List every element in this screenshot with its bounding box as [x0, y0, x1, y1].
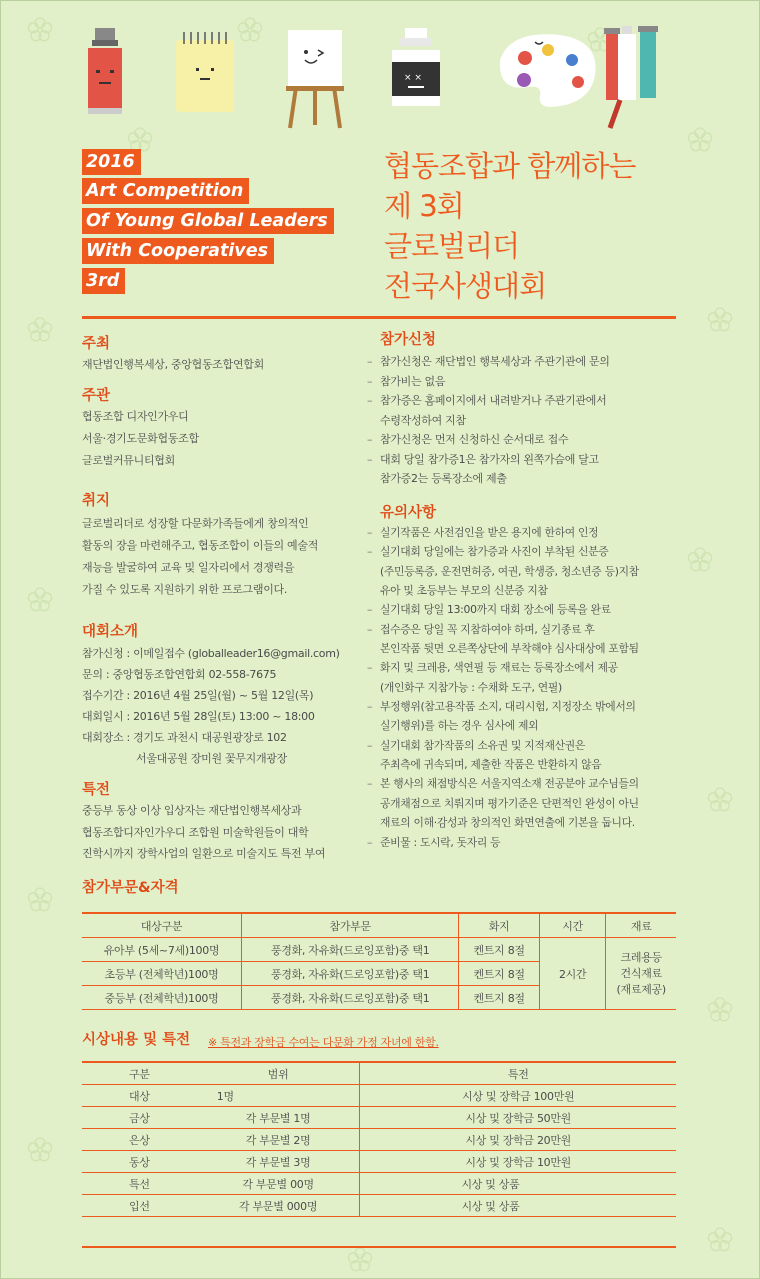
organizer-line-1: 협동조합 디자인가우디 [82, 410, 189, 423]
table-cell: 시상 및 상품 [360, 1195, 676, 1217]
table-row [82, 1107, 676, 1129]
divider-top [82, 316, 676, 319]
table-cell: 은상 [82, 1129, 197, 1151]
table-cell: 각 부문별 3명 [197, 1151, 360, 1173]
division-header: 참가부문 [242, 914, 459, 938]
en-title-line-4: With Cooperatives [82, 238, 274, 264]
apply-heading: 참가신청 [380, 332, 437, 348]
table-cell: 켄트지 8절 [459, 986, 539, 1010]
apply-item: – 참가비는 없음 [367, 372, 610, 392]
table-cell: 초등부 (전체학년)100명 [82, 962, 242, 986]
intro-heading: 대회소개 [82, 624, 139, 640]
division-header: 재료 [606, 914, 676, 938]
en-title-line-3: Of Young Global Leaders [82, 208, 334, 234]
awards-table [82, 1063, 676, 1217]
notepad-icon [176, 32, 234, 112]
awards-note: ※ 특전과 장학금 수여는 다문화 가정 자녀에 한함. [208, 1036, 439, 1049]
table-cell: 중등부 (전체학년)100명 [82, 986, 242, 1010]
intro-line-1: 참가신청 : 이메일접수 (globalleader16@gmail.com) [82, 647, 340, 660]
organizer-heading: 주관 [82, 388, 111, 404]
table-cell: 각 부문별 2명 [197, 1129, 360, 1151]
notes-item: – 부정행위(참고용작품 소지, 대리시험, 지정장소 밖에서의 실기행위)를 하는 경우 심사에 제외 [367, 697, 639, 736]
table-cell: 특선 [82, 1173, 197, 1195]
purpose-line-4: 가질 수 있도록 지원하기 위한 프로그램이다. [82, 583, 288, 596]
apply-item: – 참가신청은 재단법인 행복세상과 주관기관에 문의 [367, 352, 610, 372]
notes-item: – 실기작품은 사전검인을 받은 용지에 한하여 인정 [367, 523, 639, 542]
table-cell: 켄트지 8절 [459, 938, 539, 962]
table-cell: 풍경화, 자유화(드로잉포함)중 택1 [242, 986, 459, 1010]
apply-list [367, 352, 610, 489]
kr-title-line-1: 협동조합과 함께하는 [384, 149, 636, 183]
divider-bottom [82, 1246, 676, 1248]
intro-line-3: 접수기간 : 2016년 4월 25일(월) ~ 5월 12일(목) [82, 689, 314, 702]
table-cell: 시상 및 장학금 50만원 [360, 1107, 676, 1129]
ink-bottle-icon [392, 28, 440, 106]
en-title-line-1: 2016 [82, 149, 141, 175]
table-cell: 시상 및 장학금 20만원 [360, 1129, 676, 1151]
notes-heading: 유의사항 [380, 505, 437, 521]
purpose-heading: 취지 [82, 493, 111, 509]
table-row [82, 1173, 676, 1195]
table-cell: 시상 및 상품 [360, 1173, 676, 1195]
table-cell: 입선 [82, 1195, 197, 1217]
notes-item: – 준비물 : 도시락, 돗자리 등 [367, 833, 639, 852]
intro-line-6: 서울대공원 장미원 꽃무지개광장 [136, 752, 287, 765]
division-header: 시간 [539, 914, 606, 938]
division-header: 대상구분 [82, 914, 242, 938]
organizer-line-3: 글로벌커뮤니티협회 [82, 454, 175, 467]
table-cell: 풍경화, 자유화(드로잉포함)중 택1 [242, 938, 459, 962]
notes-item: – 본 행사의 채점방식은 서울지역소재 전공분야 교수님들의 공개채점으로 치뤄지며 평가기준은 단편적인 완성이 아닌 재료의 이해·감성과 창의적인 화면연출에 기본을 둡니다. [367, 774, 639, 832]
material-line: 건식재료 [620, 966, 662, 980]
division-table [82, 914, 676, 1010]
material-cell [606, 938, 676, 1010]
intro-line-4: 대회일시 : 2016년 5월 28일(토) 13:00 ~ 18:00 [82, 710, 315, 723]
awards-header: 범위 [197, 1063, 360, 1085]
division-heading: 참가부문&자격 [82, 880, 179, 896]
benefit-line-3: 진학시까지 장학사업의 일환으로 미술지도 특전 부여 [82, 847, 326, 860]
intro-line-5: 대회장소 : 경기도 과천시 대공원광장로 102 [82, 731, 287, 744]
palette-icon [500, 34, 596, 107]
en-title-line-2: Art Competition [82, 178, 249, 204]
purpose-line-2: 활동의 장을 마련해주고, 협동조합이 이들의 예술적 [82, 539, 319, 552]
table-cell: 유아부 (5세~7세)100명 [82, 938, 242, 962]
table-cell: 1명 [197, 1085, 360, 1107]
notes-item: – 실기대회 당일에는 참가증과 사진이 부착된 신분증 (주민등록증, 운전면허증, 여권, 학생증, 청소년증 등)지참 유아 및 초등부는 부모의 신분증 지참 [367, 542, 639, 600]
table-row [82, 1151, 676, 1173]
awards-header: 구분 [82, 1063, 197, 1085]
benefit-line-1: 중등부 동상 이상 입상자는 재단법인행복세상과 [82, 804, 302, 817]
table-cell: 각 부문별 1명 [197, 1107, 360, 1129]
table-cell: 대상 [82, 1085, 197, 1107]
table-cell: 시상 및 장학금 10만원 [360, 1151, 676, 1173]
table-row [82, 1129, 676, 1151]
easel-canvas-icon [286, 30, 344, 128]
kr-title-line-3: 글로벌리더 [384, 229, 520, 263]
notes-item: – 접수증은 당일 꼭 지참하여야 하며, 실기종료 후 본인작품 뒷면 오른쪽상단에 부착해야 심사대상에 포함됨 [367, 620, 639, 659]
paint-tubes-brush-icon [604, 26, 658, 128]
apply-item: – 참가신청은 먼저 신청하신 순서대로 접수 [367, 430, 610, 450]
apply-item: – 대회 당일 참가증1은 참가자의 왼쪽가슴에 달고 참가증2는 등록장소에 제출 [367, 450, 610, 489]
purpose-line-3: 재능을 발굴하여 교육 및 일자리에서 경쟁력을 [82, 561, 295, 574]
division-header: 화지 [459, 914, 539, 938]
benefit-heading: 특전 [82, 782, 111, 798]
table-cell: 켄트지 8절 [459, 962, 539, 986]
svg-text:× ×: × × [404, 73, 422, 83]
en-title-line-5: 3rd [82, 268, 125, 294]
purpose-line-1: 글로벌리더로 성장할 다문화가족들에게 창의적인 [82, 517, 309, 530]
table-cell: 동상 [82, 1151, 197, 1173]
host-heading: 주최 [82, 336, 111, 352]
red-paint-tube-icon [88, 28, 122, 114]
host-text: 재단법인행복세상, 중앙협동조합연합회 [82, 358, 264, 371]
table-cell: 시상 및 장학금 100만원 [360, 1085, 676, 1107]
notes-item: – 화지 및 크레용, 색연필 등 재료는 등록장소에서 제공 (개인화구 지참가능 : 수채화 도구, 연필) [367, 658, 639, 697]
table-row [82, 1195, 676, 1217]
art-supplies-illustration [0, 0, 760, 140]
notes-item: – 실기대회 참가작품의 소유권 및 지적재산권은 주최측에 귀속되며, 제출한 작품은 반환하지 않음 [367, 736, 639, 775]
table-row [82, 938, 676, 962]
material-line: (재료제공) [616, 982, 666, 996]
table-cell: 각 부문별 00명 [197, 1173, 360, 1195]
notes-list [367, 523, 639, 852]
kr-title-line-2: 제 3회 [384, 189, 464, 223]
material-line: 크레용등 [620, 950, 662, 964]
table-cell: 풍경화, 자유화(드로잉포함)중 택1 [242, 962, 459, 986]
awards-heading: 시상내용 및 특전 [82, 1032, 191, 1048]
table-cell: 금상 [82, 1107, 197, 1129]
apply-item: – 참가증은 홈페이지에서 내려받거나 주관기관에서 수령작성하여 지참 [367, 391, 610, 430]
intro-line-2: 문의 : 중앙협동조합연합회 02-558-7675 [82, 668, 277, 681]
kr-title-line-4: 전국사생대회 [384, 269, 547, 303]
notes-item: – 실기대회 당일 13:00까지 대회 장소에 등록을 완료 [367, 600, 639, 619]
benefit-line-2: 협동조합디자인가우디 조합원 미술학원들이 대학 [82, 826, 309, 839]
awards-header: 특전 [360, 1063, 676, 1085]
organizer-line-2: 서울·경기도문화협동조합 [82, 432, 199, 445]
table-row [82, 1085, 676, 1107]
table-cell: 각 부문별 000명 [197, 1195, 360, 1217]
time-cell: 2시간 [539, 938, 606, 1010]
